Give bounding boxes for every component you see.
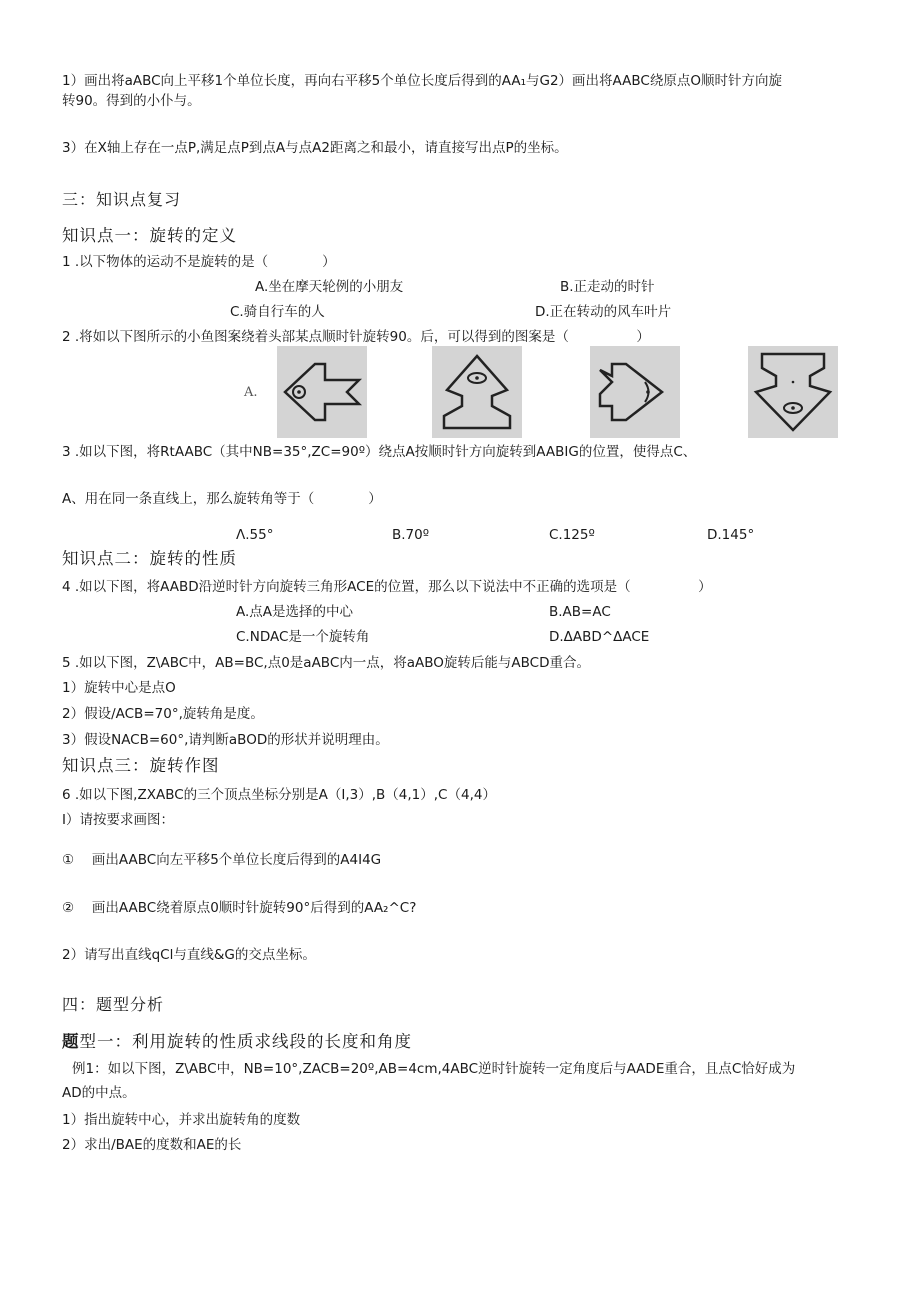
question-6: 6 .如以下图,ZXABC的三个顶点坐标分别是A（I,3）,B（4,1）,C（4,4） <box>62 787 496 803</box>
question-3: 3 .如以下图，将RtAABC（其中NB=35°,ZC=90º）绕点A按顺时针方向旋转到AABIG的位置，使得点C、 <box>62 444 697 460</box>
type-heading-title: 利用旋转的性质求线段的长度和角度 <box>132 1032 412 1051</box>
q3-option-d: D.145° <box>707 527 755 543</box>
question-5: 5 .如以下图，Z\ABC中，AB=BC,点0是aABC内一点，将aABO旋转后能与ABCD重合。 <box>62 655 590 671</box>
example-1-cont: AD的中点。 <box>62 1085 136 1101</box>
q3-option-a: Λ.55° <box>236 527 274 543</box>
q4-option-c: C.NDAC是一个旋转角 <box>236 629 370 645</box>
q4-option-a: A.点A是选择的中心 <box>236 604 354 620</box>
q1-option-a: A.坐在摩天轮例的小朋友 <box>255 279 404 295</box>
type-heading-prefix: 题 <box>62 1032 80 1051</box>
type-heading-mid: 型一： <box>79 1032 132 1051</box>
fish-right-alt-icon <box>590 346 680 438</box>
q6-part-2: 2）请写出直线qCl与直线&G的交点坐标。 <box>62 947 316 963</box>
fish-figure-b <box>432 346 522 438</box>
fish-up-icon <box>432 346 522 438</box>
example-1-part-2: 2）求出/BAE的度数和AE的长 <box>62 1137 242 1153</box>
q6-step-2: ② 画出AABC绕着原点0顺时针旋转90°后得到的AA₂^C? <box>62 900 417 916</box>
example-1: 例1：如以下图，Z\ABC中，NB=10°,ZACB=20º,AB=4cm,4ABC逆时针旋转一定角度后与AADE重合，且点C恰好成为 <box>72 1061 796 1077</box>
q6-part-1: I）请按要求画图： <box>62 812 174 828</box>
topic-heading-1: 知识点一：旋转的定义 <box>62 226 237 245</box>
fish-figure-a <box>277 346 367 438</box>
question-4: 4 .如以下图，将AABD沿逆时针方向旋转三角形ACE的位置，那么以下说法中不正确的选项是（ ） <box>62 579 712 595</box>
fish-figure-d <box>748 346 838 438</box>
section-heading-review: 三：知识点复习 <box>62 190 182 209</box>
q4-option-b: B.AB=AC <box>549 604 611 620</box>
q6-step-1: ① 画出AABC向左平移5个单位长度后得到的A4I4G <box>62 852 382 868</box>
type-heading-1 <box>62 1032 412 1052</box>
example-1-part-1: 1）指出旋转中心，并求出旋转角的度数 <box>62 1112 301 1128</box>
exercise-line-3: 3）在X轴上存在一点P,满足点P到点A与点A2距离之和最小，请直接写出点P的坐标。 <box>62 140 568 156</box>
q5-part-1: 1）旋转中心是点O <box>62 680 176 696</box>
section-heading-analysis: 四：题型分析 <box>62 995 165 1014</box>
q1-option-b: B.正走动的时针 <box>560 279 655 295</box>
question-3-cont: A、用在同一条直线上，那么旋转角等于（ ） <box>62 491 382 507</box>
q4-option-d: D.ΔABD^ΔACE <box>549 629 650 645</box>
figure-option-label: A. <box>244 385 258 400</box>
q3-option-c: C.125º <box>549 527 595 543</box>
fish-down-icon <box>748 346 838 438</box>
q5-part-2: 2）假设∕ACB=70°,旋转角是度。 <box>62 706 264 722</box>
q5-part-3: 3）假设NACB=60°,请判断aBOD的形状并说明理由。 <box>62 732 389 748</box>
q1-option-c: C.骑自行车的人 <box>230 304 325 320</box>
exercise-line-2: 转90。得到的小仆与。 <box>62 93 201 109</box>
fish-right-icon <box>277 346 367 438</box>
question-1: 1 .以下物体的运动不是旋转的是（ ） <box>62 254 336 270</box>
q3-option-b: B.70º <box>392 527 430 543</box>
topic-heading-2: 知识点二：旋转的性质 <box>62 549 237 568</box>
fish-figure-c <box>590 346 680 438</box>
exercise-line-1: 1）画出将aABC向上平移1个单位长度，再向右平移5个单位长度后得到的AA₁与G2）画出将AABC绕原点O顺时针方向旋 <box>62 73 782 89</box>
question-2: 2 .将如以下图所示的小鱼图案绕着头部某点顺时针旋转90。后，可以得到的图案是（ ） <box>62 329 650 345</box>
q1-option-d: D.正在转动的风车叶片 <box>535 304 672 320</box>
topic-heading-3: 知识点三：旋转作图 <box>62 756 220 775</box>
